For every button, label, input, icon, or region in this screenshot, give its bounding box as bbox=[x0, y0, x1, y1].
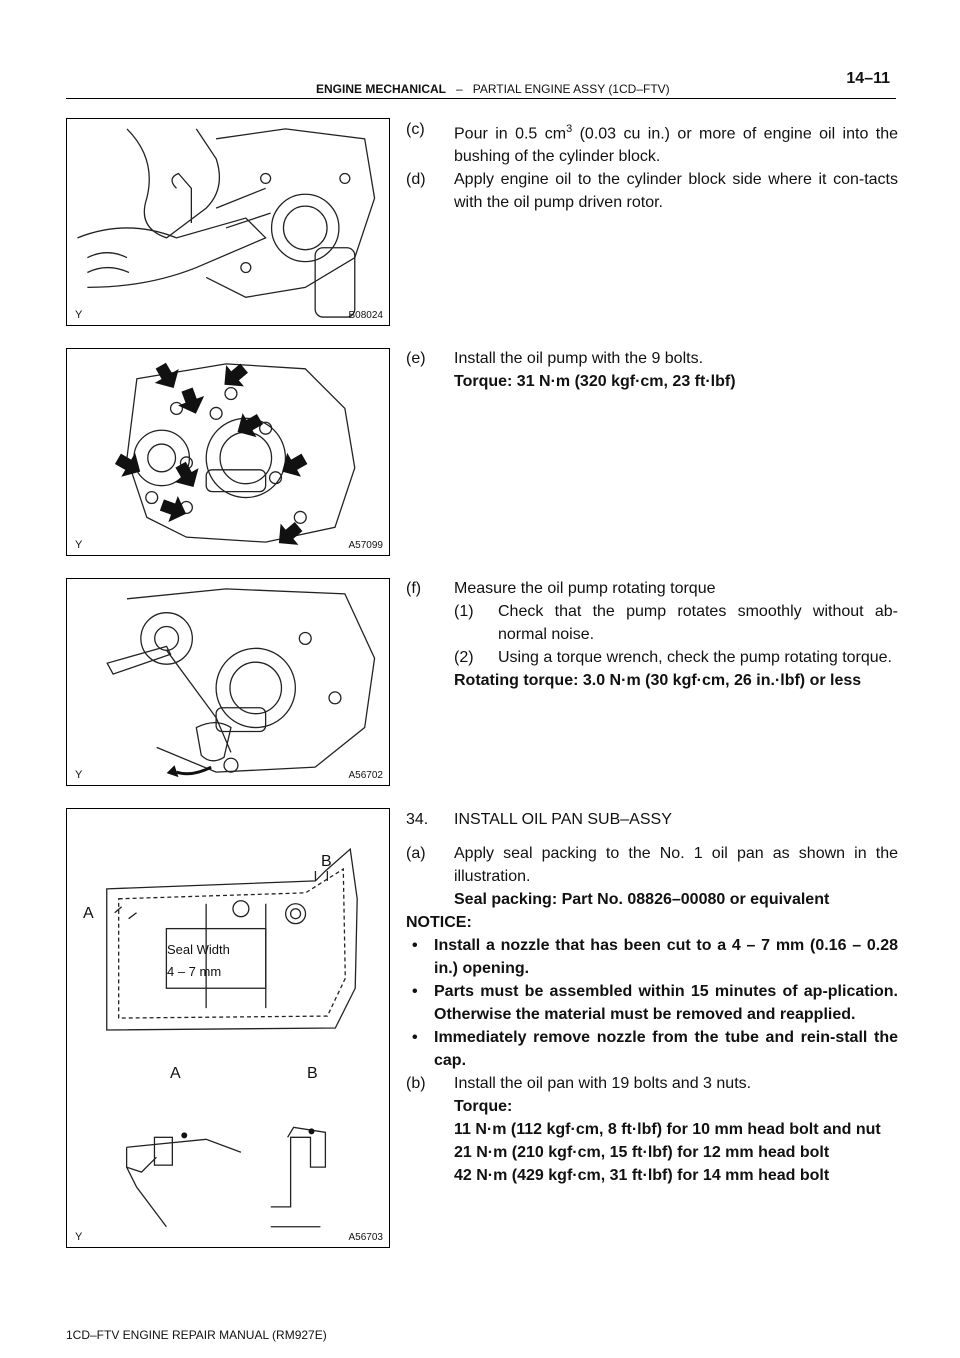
step-e-text: Install the oil pump with the 9 bolts. bbox=[454, 350, 704, 367]
header-title bbox=[316, 82, 670, 96]
figure-code: A56702 bbox=[348, 770, 383, 781]
step-b-text: Install the oil pan with 19 bolts and 3 nuts. bbox=[454, 1075, 752, 1092]
substep-text: Using a torque wrench, check the pump rotating torque. bbox=[498, 649, 892, 666]
step-e-block bbox=[406, 347, 898, 393]
figure-code: B08024 bbox=[348, 310, 383, 321]
step-c-sup: 3 bbox=[566, 123, 573, 135]
torque-spec: 42 N·m (429 kgf·cm, 31 ft·lbf) for 14 mm head bolt bbox=[454, 1167, 830, 1184]
step-label: (c) bbox=[406, 121, 425, 138]
figure-y-mark: Y bbox=[75, 1231, 83, 1243]
figure-code: A57099 bbox=[348, 540, 383, 551]
substep-label: (2) bbox=[454, 649, 474, 666]
notice-item bbox=[406, 934, 898, 980]
figure-y-mark: Y bbox=[75, 309, 83, 321]
step-f-2 bbox=[454, 646, 898, 669]
figure-code: A56703 bbox=[348, 1232, 383, 1243]
step-34 bbox=[406, 808, 898, 831]
page-footer: 1CD–FTV ENGINE REPAIR MANUAL (RM927E) bbox=[66, 1328, 327, 1342]
seal-width-label: Seal Width bbox=[167, 942, 230, 957]
page-header bbox=[66, 70, 896, 98]
step-34-title: INSTALL OIL PAN SUB–ASSY bbox=[454, 811, 672, 828]
torque-title: Torque: bbox=[454, 1098, 513, 1115]
step-f-block bbox=[406, 577, 898, 692]
engine-block-illustration-1 bbox=[67, 119, 389, 325]
step-d bbox=[406, 168, 898, 214]
bullet: • bbox=[412, 983, 418, 1000]
step-a-text: Apply seal packing to the No. 1 oil pan as shown in the illustration. bbox=[454, 845, 898, 885]
torque-spec: 21 N·m (210 kgf·cm, 15 ft·lbf) for 12 mm head bolt bbox=[454, 1144, 830, 1161]
notice-text: Immediately remove nozzle from the tube and rein-stall the cap. bbox=[434, 1029, 898, 1069]
figure-oil-pan-seal bbox=[66, 808, 390, 1248]
label-b-top: B bbox=[321, 853, 332, 870]
torque-spec: 11 N·m (112 kgf·cm, 8 ft·lbf) for 10 mm head bolt and nut bbox=[454, 1121, 881, 1138]
figure-torque-wrench bbox=[66, 578, 390, 786]
step-c bbox=[406, 118, 898, 168]
step-d-text: Apply engine oil to the cylinder block side where it con-tacts with the oil pump driven rotor. bbox=[454, 171, 898, 212]
oil-pump-illustration bbox=[67, 349, 389, 555]
label-b-detail: B bbox=[307, 1065, 318, 1082]
step-c-text bbox=[454, 118, 898, 168]
notice-title: NOTICE: bbox=[406, 914, 472, 931]
step-f-text: Measure the oil pump rotating torque bbox=[454, 580, 716, 597]
step-label: 34. bbox=[406, 811, 429, 828]
step-e bbox=[406, 347, 898, 370]
figure-y-mark: Y bbox=[75, 539, 83, 551]
notice-item bbox=[406, 980, 898, 1026]
seal-width-value: 4 – 7 mm bbox=[167, 964, 222, 979]
seal-width-note bbox=[167, 939, 230, 983]
substep-label: (1) bbox=[454, 603, 474, 620]
label-a-top: A bbox=[83, 905, 94, 922]
torque-wrench-illustration bbox=[67, 579, 389, 785]
notice-text: Install a nozzle that has been cut to a 4 – 7 mm (0.16 – 0.28 in.) opening. bbox=[434, 937, 898, 977]
header-subsection: PARTIAL ENGINE ASSY (1CD–FTV) bbox=[472, 82, 670, 96]
step-b bbox=[406, 1072, 898, 1095]
step-a-seal: Seal packing: Part No. 08826–00080 or equivalent bbox=[454, 891, 830, 908]
figure-y-mark: Y bbox=[75, 769, 83, 781]
step-a bbox=[406, 842, 898, 888]
step-label: (e) bbox=[406, 350, 426, 367]
label-a-detail: A bbox=[170, 1065, 181, 1082]
step-c-d bbox=[406, 118, 898, 214]
step-f-1 bbox=[454, 600, 898, 646]
notice-item bbox=[406, 1026, 898, 1072]
figure-bushing-oil bbox=[66, 118, 390, 326]
step-c-text-after: (0.03 cu in.) or more of engine oil into the bushing of the cylinder block. bbox=[454, 125, 899, 166]
substep-text: Check that the pump rotates smoothly without ab-normal noise. bbox=[498, 603, 898, 643]
step-label: (f) bbox=[406, 580, 422, 597]
step-c-text-before: Pour in 0.5 cm bbox=[454, 125, 567, 143]
step-f bbox=[406, 577, 898, 600]
header-dash: – bbox=[456, 82, 463, 96]
step-label: (b) bbox=[406, 1075, 426, 1092]
notice-text: Parts must be assembled within 15 minutes of ap-plication. Otherwise the material must be removed and reapplied. bbox=[434, 983, 898, 1023]
step-34-block bbox=[406, 808, 898, 1187]
oil-pan-illustration bbox=[67, 809, 389, 1247]
bullet: • bbox=[412, 937, 418, 954]
header-section: ENGINE MECHANICAL bbox=[316, 82, 447, 96]
page-number: 14–11 bbox=[846, 70, 890, 87]
step-label: (a) bbox=[406, 845, 426, 862]
step-label: (d) bbox=[406, 171, 426, 189]
header-rule bbox=[66, 98, 896, 99]
step-e-torque: Torque: 31 N·m (320 kgf·cm, 23 ft·lbf) bbox=[454, 373, 736, 390]
figure-oil-pump-bolts bbox=[66, 348, 390, 556]
step-f-torque: Rotating torque: 3.0 N·m (30 kgf·cm, 26 in.·lbf) or less bbox=[454, 672, 862, 689]
bullet: • bbox=[412, 1029, 418, 1046]
